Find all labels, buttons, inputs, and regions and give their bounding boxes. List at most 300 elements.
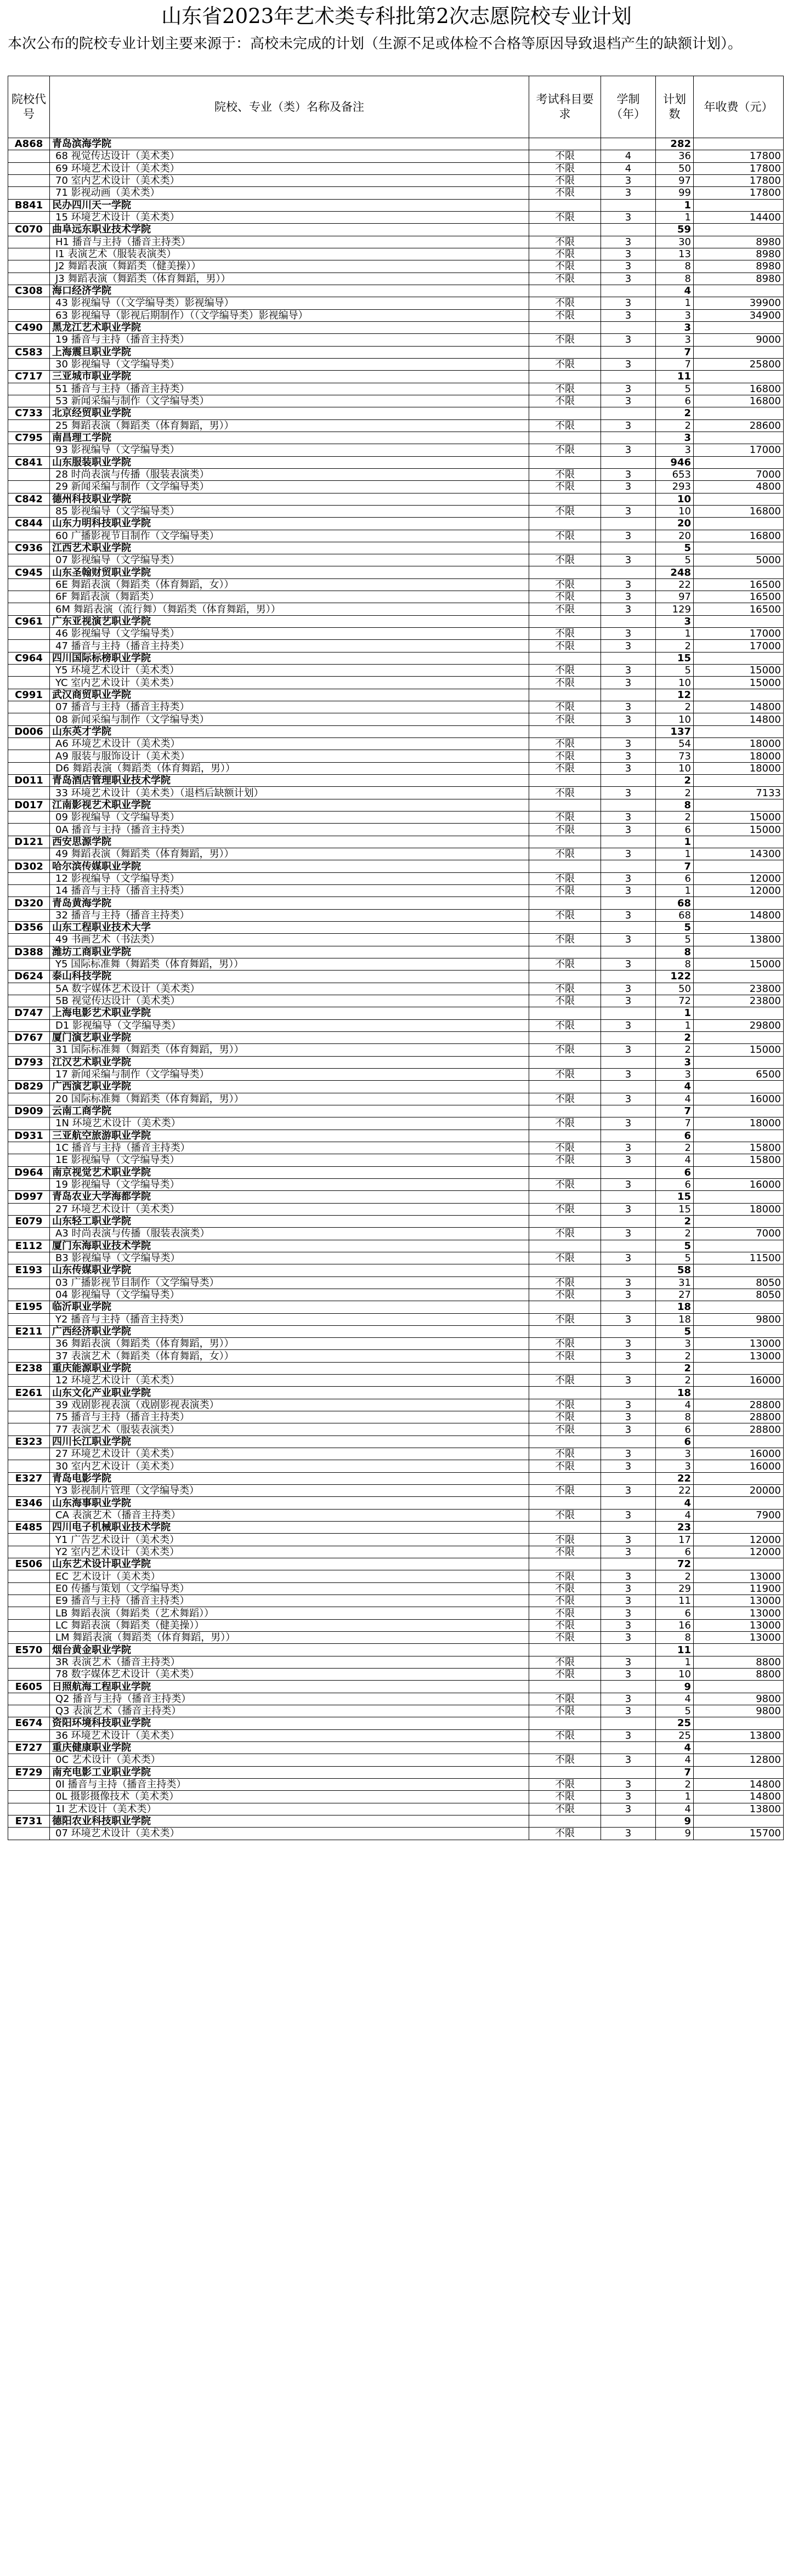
major-row bbox=[8, 872, 784, 884]
study-years: 3 bbox=[601, 530, 656, 542]
annual-fee: 18000 bbox=[694, 1117, 784, 1130]
study-years: 3 bbox=[601, 1093, 656, 1105]
plan-count: 11 bbox=[656, 1595, 694, 1607]
annual-fee: 14800 bbox=[694, 1778, 784, 1790]
school-name: 广东亚视演艺职业学院 bbox=[50, 615, 529, 627]
subject-requirement: 不限 bbox=[529, 1619, 601, 1631]
plan-count: 10 bbox=[656, 713, 694, 725]
subject-requirement bbox=[529, 1472, 601, 1484]
major-row bbox=[8, 1068, 784, 1080]
subject-requirement: 不限 bbox=[529, 628, 601, 640]
school-code bbox=[8, 505, 50, 517]
plan-count: 59 bbox=[656, 224, 694, 236]
major-name: 37 表演艺术（舞蹈类（体育舞蹈，女）） bbox=[50, 1350, 529, 1362]
subject-requirement: 不限 bbox=[529, 297, 601, 309]
plan-count: 10 bbox=[656, 677, 694, 689]
annual-fee bbox=[694, 1362, 784, 1374]
school-code bbox=[8, 1460, 50, 1472]
school-name: 上海电影艺术职业学院 bbox=[50, 1007, 529, 1019]
plan-count: 22 bbox=[656, 1472, 694, 1484]
plan-count: 13 bbox=[656, 248, 694, 260]
major-name: 60 广播影视节目制作（文学编导类） bbox=[50, 530, 529, 542]
major-name: E0 传播与策划（文学编导类） bbox=[50, 1582, 529, 1595]
school-code bbox=[8, 481, 50, 493]
plan-count: 54 bbox=[656, 738, 694, 750]
plan-count: 1 bbox=[656, 1656, 694, 1668]
annual-fee bbox=[694, 922, 784, 934]
subject-requirement: 不限 bbox=[529, 1729, 601, 1741]
school-code: C717 bbox=[8, 371, 50, 383]
study-years: 3 bbox=[601, 1582, 656, 1595]
annual-fee: 16000 bbox=[694, 1448, 784, 1460]
school-code bbox=[8, 1693, 50, 1705]
subject-requirement: 不限 bbox=[529, 1485, 601, 1497]
major-row bbox=[8, 677, 784, 689]
plan-count: 8 bbox=[656, 260, 694, 273]
annual-fee: 4800 bbox=[694, 481, 784, 493]
major-row bbox=[8, 1669, 784, 1681]
subject-requirement: 不限 bbox=[529, 1068, 601, 1080]
school-code bbox=[8, 1595, 50, 1607]
major-row bbox=[8, 603, 784, 615]
annual-fee: 18000 bbox=[694, 1203, 784, 1215]
plan-count: 8 bbox=[656, 1411, 694, 1423]
plan-count: 18 bbox=[656, 1313, 694, 1325]
major-name: 36 环境艺术设计（美术类） bbox=[50, 1729, 529, 1741]
study-years: 3 bbox=[601, 1656, 656, 1668]
major-name: Y3 影视制片管理（文学编导类） bbox=[50, 1485, 529, 1497]
plan-count: 5 bbox=[656, 1705, 694, 1717]
plan-count: 6 bbox=[656, 1130, 694, 1142]
major-row bbox=[8, 1632, 784, 1644]
major-row bbox=[8, 1534, 784, 1546]
annual-fee bbox=[694, 1325, 784, 1337]
study-years bbox=[601, 922, 656, 934]
major-row bbox=[8, 848, 784, 860]
school-name: 山东英才学院 bbox=[50, 725, 529, 737]
plan-count: 11 bbox=[656, 1644, 694, 1656]
plan-count: 2 bbox=[656, 1031, 694, 1043]
study-years: 3 bbox=[601, 1509, 656, 1521]
major-name: 0A 播音与主持（播音主持类） bbox=[50, 824, 529, 836]
subject-requirement: 不限 bbox=[529, 1399, 601, 1411]
school-name: 青岛滨海学院 bbox=[50, 138, 529, 150]
major-name: Y5 国际标准舞（舞蹈类（体育舞蹈，男）） bbox=[50, 958, 529, 970]
plan-count: 15 bbox=[656, 1191, 694, 1203]
plan-count: 1 bbox=[656, 885, 694, 897]
annual-fee: 12000 bbox=[694, 872, 784, 884]
study-years: 3 bbox=[601, 983, 656, 995]
school-code: E195 bbox=[8, 1301, 50, 1313]
school-name: 德州科技职业学院 bbox=[50, 493, 529, 505]
subject-requirement bbox=[529, 971, 601, 983]
major-name: LM 舞蹈表演（舞蹈类（体育舞蹈，男）） bbox=[50, 1632, 529, 1644]
study-years bbox=[601, 566, 656, 578]
school-code: C844 bbox=[8, 518, 50, 530]
study-years bbox=[601, 407, 656, 419]
subject-requirement bbox=[529, 1191, 601, 1203]
annual-fee: 9800 bbox=[694, 1693, 784, 1705]
subject-requirement bbox=[529, 1497, 601, 1509]
school-code: D320 bbox=[8, 897, 50, 909]
school-code bbox=[8, 1228, 50, 1240]
annual-fee bbox=[694, 1644, 784, 1656]
study-years: 3 bbox=[601, 1068, 656, 1080]
school-name: 哈尔滨传媒职业学院 bbox=[50, 860, 529, 872]
study-years bbox=[601, 1387, 656, 1399]
school-code: D624 bbox=[8, 971, 50, 983]
major-row bbox=[8, 762, 784, 774]
subject-requirement: 不限 bbox=[529, 1803, 601, 1815]
annual-fee bbox=[694, 493, 784, 505]
school-name: 德阳农业科技职业学院 bbox=[50, 1815, 529, 1827]
plan-count: 18 bbox=[656, 1301, 694, 1313]
plan-count: 1 bbox=[656, 297, 694, 309]
subject-requirement bbox=[529, 1105, 601, 1117]
subject-requirement bbox=[529, 542, 601, 554]
subject-requirement: 不限 bbox=[529, 1019, 601, 1031]
subject-requirement: 不限 bbox=[529, 1350, 601, 1362]
school-code bbox=[8, 554, 50, 566]
subject-requirement: 不限 bbox=[529, 162, 601, 174]
school-row bbox=[8, 1681, 784, 1693]
annual-fee bbox=[694, 1522, 784, 1534]
subject-requirement: 不限 bbox=[529, 995, 601, 1007]
study-years bbox=[601, 1717, 656, 1729]
school-code bbox=[8, 1632, 50, 1644]
plan-count: 18 bbox=[656, 1387, 694, 1399]
study-years: 3 bbox=[601, 1460, 656, 1472]
school-code bbox=[8, 1399, 50, 1411]
school-name: 日照航海工程职业学院 bbox=[50, 1681, 529, 1693]
school-name: 山东艺术设计职业学院 bbox=[50, 1558, 529, 1570]
major-name: 09 影视编导（文学编导类） bbox=[50, 812, 529, 824]
school-code bbox=[8, 1448, 50, 1460]
school-row bbox=[8, 1056, 784, 1068]
study-years bbox=[601, 1766, 656, 1778]
study-years: 3 bbox=[601, 1350, 656, 1362]
study-years: 3 bbox=[601, 1828, 656, 1840]
major-row bbox=[8, 1619, 784, 1631]
study-years: 3 bbox=[601, 1607, 656, 1619]
study-years bbox=[601, 1558, 656, 1570]
subject-requirement: 不限 bbox=[529, 1411, 601, 1423]
plan-count: 3 bbox=[656, 615, 694, 627]
school-name: 广西演艺职业学院 bbox=[50, 1081, 529, 1093]
study-years: 3 bbox=[601, 1178, 656, 1190]
subject-requirement: 不限 bbox=[529, 1570, 601, 1582]
annual-fee bbox=[694, 836, 784, 848]
school-code bbox=[8, 358, 50, 370]
annual-fee: 13000 bbox=[694, 1570, 784, 1582]
school-code bbox=[8, 174, 50, 186]
study-years bbox=[601, 799, 656, 811]
subject-requirement: 不限 bbox=[529, 958, 601, 970]
school-row bbox=[8, 1325, 784, 1337]
subject-requirement: 不限 bbox=[529, 1791, 601, 1803]
major-row bbox=[8, 750, 784, 762]
major-name: 07 环境艺术设计（美术类） bbox=[50, 1828, 529, 1840]
annual-fee bbox=[694, 518, 784, 530]
major-row bbox=[8, 578, 784, 591]
school-code bbox=[8, 1669, 50, 1681]
school-code bbox=[8, 824, 50, 836]
school-code: C490 bbox=[8, 321, 50, 333]
study-years bbox=[601, 432, 656, 444]
school-code: E112 bbox=[8, 1240, 50, 1252]
annual-fee bbox=[694, 566, 784, 578]
annual-fee: 8050 bbox=[694, 1289, 784, 1301]
study-years bbox=[601, 1301, 656, 1313]
study-years bbox=[601, 224, 656, 236]
school-code bbox=[8, 1289, 50, 1301]
annual-fee: 23800 bbox=[694, 995, 784, 1007]
subject-requirement: 不限 bbox=[529, 530, 601, 542]
study-years: 3 bbox=[601, 1693, 656, 1705]
plan-count: 282 bbox=[656, 138, 694, 150]
plan-count: 2 bbox=[656, 701, 694, 713]
annual-fee: 23800 bbox=[694, 983, 784, 995]
annual-fee bbox=[694, 1031, 784, 1043]
study-years: 3 bbox=[601, 554, 656, 566]
subject-requirement bbox=[529, 285, 601, 297]
school-code bbox=[8, 995, 50, 1007]
major-name: J2 舞蹈表演（舞蹈类（健美操）） bbox=[50, 260, 529, 273]
study-years: 3 bbox=[601, 468, 656, 480]
subject-requirement: 不限 bbox=[529, 1546, 601, 1558]
header-name: 院校、专业（类）名称及备注 bbox=[50, 76, 529, 138]
subject-requirement: 不限 bbox=[529, 1705, 601, 1717]
annual-fee: 5000 bbox=[694, 554, 784, 566]
school-code: C936 bbox=[8, 542, 50, 554]
study-years: 3 bbox=[601, 787, 656, 799]
study-years: 3 bbox=[601, 628, 656, 640]
major-name: Y5 环境艺术设计（美术类） bbox=[50, 665, 529, 677]
school-code bbox=[8, 1570, 50, 1582]
study-years: 3 bbox=[601, 1754, 656, 1766]
major-name: EC 艺术设计（美术类） bbox=[50, 1570, 529, 1582]
plan-count: 2 bbox=[656, 1142, 694, 1154]
study-years: 3 bbox=[601, 395, 656, 407]
plan-count: 31 bbox=[656, 1276, 694, 1289]
subject-requirement bbox=[529, 1644, 601, 1656]
school-name: 四川国际标榜职业学院 bbox=[50, 652, 529, 664]
school-code bbox=[8, 1534, 50, 1546]
subject-requirement: 不限 bbox=[529, 1778, 601, 1790]
major-row bbox=[8, 640, 784, 652]
major-row bbox=[8, 1203, 784, 1215]
major-name: 49 书画艺术（书法类） bbox=[50, 934, 529, 946]
school-code: C583 bbox=[8, 346, 50, 358]
annual-fee bbox=[694, 860, 784, 872]
annual-fee: 12000 bbox=[694, 1546, 784, 1558]
school-code bbox=[8, 591, 50, 603]
plan-count: 22 bbox=[656, 1485, 694, 1497]
table-header-row bbox=[8, 76, 784, 138]
subject-requirement bbox=[529, 725, 601, 737]
subject-requirement bbox=[529, 1215, 601, 1227]
subject-requirement: 不限 bbox=[529, 309, 601, 321]
subject-requirement bbox=[529, 860, 601, 872]
annual-fee bbox=[694, 615, 784, 627]
plan-count: 8 bbox=[656, 273, 694, 285]
school-row bbox=[8, 542, 784, 554]
study-years bbox=[601, 1191, 656, 1203]
annual-fee bbox=[694, 1264, 784, 1276]
annual-fee bbox=[694, 775, 784, 787]
school-code bbox=[8, 677, 50, 689]
major-name: 07 播音与主持（播音主持类） bbox=[50, 701, 529, 713]
school-code: C733 bbox=[8, 407, 50, 419]
study-years: 3 bbox=[601, 297, 656, 309]
annual-fee bbox=[694, 285, 784, 297]
annual-fee: 15800 bbox=[694, 1154, 784, 1166]
annual-fee bbox=[694, 1717, 784, 1729]
major-row bbox=[8, 995, 784, 1007]
school-name: 三亚城市职业学院 bbox=[50, 371, 529, 383]
plan-count: 6 bbox=[656, 1166, 694, 1178]
study-years bbox=[601, 1264, 656, 1276]
school-name: 民办四川天一学院 bbox=[50, 199, 529, 211]
table-body bbox=[8, 138, 784, 1840]
study-years: 3 bbox=[601, 848, 656, 860]
school-code bbox=[8, 468, 50, 480]
major-row bbox=[8, 260, 784, 273]
school-code bbox=[8, 1142, 50, 1154]
school-code: E674 bbox=[8, 1717, 50, 1729]
school-code: C841 bbox=[8, 456, 50, 468]
annual-fee: 13000 bbox=[694, 1350, 784, 1362]
study-years: 3 bbox=[601, 578, 656, 591]
major-row bbox=[8, 1778, 784, 1790]
subject-requirement bbox=[529, 897, 601, 909]
school-row bbox=[8, 1105, 784, 1117]
plan-count: 4 bbox=[656, 1399, 694, 1411]
school-code: C961 bbox=[8, 615, 50, 627]
annual-fee bbox=[694, 652, 784, 664]
plan-count: 4 bbox=[656, 1093, 694, 1105]
school-name: 临沂职业学院 bbox=[50, 1301, 529, 1313]
plan-count: 3 bbox=[656, 1448, 694, 1460]
school-code bbox=[8, 1350, 50, 1362]
annual-fee: 14800 bbox=[694, 701, 784, 713]
subject-requirement bbox=[529, 1007, 601, 1019]
school-code bbox=[8, 395, 50, 407]
plan-count: 2 bbox=[656, 1228, 694, 1240]
major-row bbox=[8, 1375, 784, 1387]
school-code: E727 bbox=[8, 1741, 50, 1754]
school-code bbox=[8, 248, 50, 260]
study-years bbox=[601, 971, 656, 983]
school-code bbox=[8, 958, 50, 970]
major-name: Y1 广告艺术设计（美术类） bbox=[50, 1534, 529, 1546]
study-years: 3 bbox=[601, 1411, 656, 1423]
school-name: 黑龙江艺术职业学院 bbox=[50, 321, 529, 333]
plan-count: 17 bbox=[656, 1534, 694, 1546]
major-name: 63 影视编导（影视后期制作）（（文学编导类）影视编导） bbox=[50, 309, 529, 321]
annual-fee bbox=[694, 224, 784, 236]
plan-count: 1 bbox=[656, 836, 694, 848]
subject-requirement: 不限 bbox=[529, 603, 601, 615]
subject-requirement: 不限 bbox=[529, 444, 601, 456]
subject-requirement bbox=[529, 1522, 601, 1534]
annual-fee: 16500 bbox=[694, 578, 784, 591]
plan-count: 16 bbox=[656, 1619, 694, 1631]
subject-requirement: 不限 bbox=[529, 419, 601, 432]
major-name: 47 播音与主持（播音主持类） bbox=[50, 640, 529, 652]
major-name: 17 新闻采编与制作（文学编导类） bbox=[50, 1068, 529, 1080]
school-code: D829 bbox=[8, 1081, 50, 1093]
annual-fee: 15000 bbox=[694, 677, 784, 689]
school-code: D121 bbox=[8, 836, 50, 848]
annual-fee bbox=[694, 1766, 784, 1778]
school-row bbox=[8, 1264, 784, 1276]
subject-requirement: 不限 bbox=[529, 750, 601, 762]
school-code bbox=[8, 885, 50, 897]
major-row bbox=[8, 187, 784, 199]
major-row bbox=[8, 1019, 784, 1031]
major-row bbox=[8, 162, 784, 174]
annual-fee: 9000 bbox=[694, 334, 784, 346]
school-code bbox=[8, 530, 50, 542]
major-name: 15 环境艺术设计（美术类） bbox=[50, 211, 529, 223]
study-years: 4 bbox=[601, 162, 656, 174]
subject-requirement: 不限 bbox=[529, 1582, 601, 1595]
school-code bbox=[8, 1154, 50, 1166]
school-code bbox=[8, 1656, 50, 1668]
subject-requirement: 不限 bbox=[529, 1828, 601, 1840]
major-name: Q3 表演艺术（播音主持类） bbox=[50, 1705, 529, 1717]
plan-count: 1 bbox=[656, 199, 694, 211]
study-years bbox=[601, 1435, 656, 1448]
major-row bbox=[8, 665, 784, 677]
major-row bbox=[8, 591, 784, 603]
major-row bbox=[8, 211, 784, 223]
annual-fee: 15000 bbox=[694, 665, 784, 677]
major-name: 68 视觉传达设计（美术类） bbox=[50, 150, 529, 162]
major-name: 36 舞蹈表演（舞蹈类（体育舞蹈，男）） bbox=[50, 1338, 529, 1350]
major-row bbox=[8, 885, 784, 897]
study-years bbox=[601, 199, 656, 211]
plan-count: 6 bbox=[656, 1435, 694, 1448]
annual-fee: 17800 bbox=[694, 187, 784, 199]
annual-fee: 16800 bbox=[694, 505, 784, 517]
school-name: 南昌理工学院 bbox=[50, 432, 529, 444]
major-row bbox=[8, 1313, 784, 1325]
subject-requirement: 不限 bbox=[529, 1093, 601, 1105]
school-code bbox=[8, 750, 50, 762]
school-code bbox=[8, 934, 50, 946]
school-name: 泰山科技学院 bbox=[50, 971, 529, 983]
school-code: D909 bbox=[8, 1105, 50, 1117]
annual-fee: 34900 bbox=[694, 309, 784, 321]
school-code bbox=[8, 1252, 50, 1264]
annual-fee: 7900 bbox=[694, 1509, 784, 1521]
study-years: 3 bbox=[601, 481, 656, 493]
annual-fee bbox=[694, 689, 784, 701]
plan-count: 23 bbox=[656, 1522, 694, 1534]
major-row bbox=[8, 358, 784, 370]
school-code: E605 bbox=[8, 1681, 50, 1693]
study-years: 3 bbox=[601, 236, 656, 248]
study-years: 3 bbox=[601, 665, 656, 677]
plan-count: 10 bbox=[656, 762, 694, 774]
subject-requirement bbox=[529, 689, 601, 701]
school-code: C308 bbox=[8, 285, 50, 297]
annual-fee bbox=[694, 1215, 784, 1227]
major-name: 77 表演艺术（服装表演类） bbox=[50, 1423, 529, 1435]
school-row bbox=[8, 775, 784, 787]
